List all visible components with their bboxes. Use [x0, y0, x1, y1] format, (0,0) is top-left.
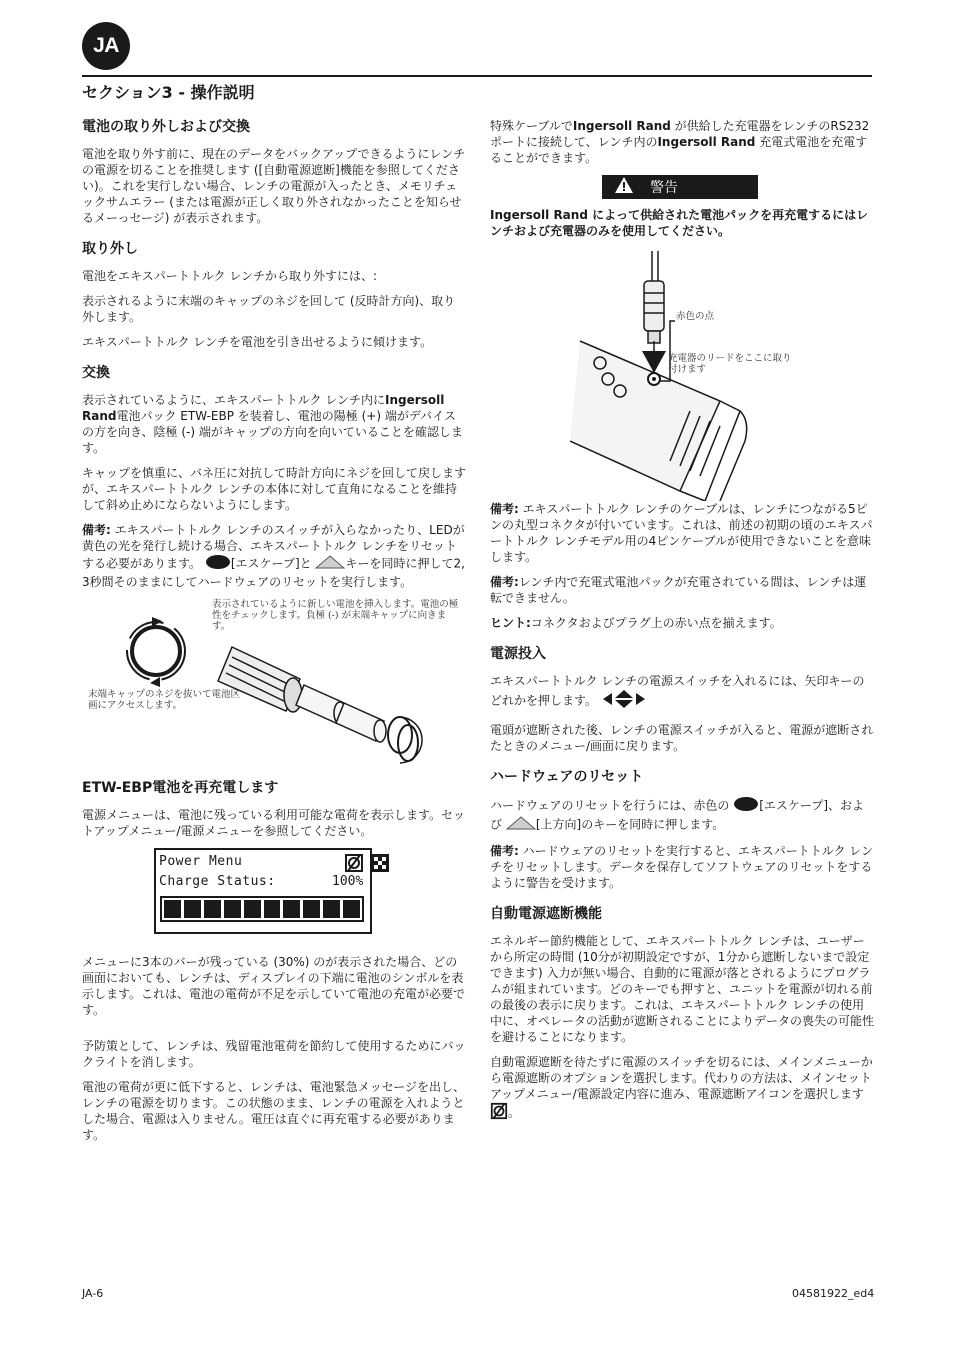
hardware-reset-note: 備考: ハードウェアのリセットを実行すると、エキスパートトルク レンチをリセットします。データを保存してソフトウェアのリセットをするように警告を受けます。 [490, 844, 874, 890]
power-off-icon [344, 853, 364, 877]
power-menu-display [154, 848, 372, 934]
charge-bar [204, 900, 221, 918]
recharge-paragraph-2: メニューに3本のバーが残っている (30%) のが表示された場合、どの画面においても、レンチは、ディスプレイの下端に電池のシンボルを表示します。これは、電池の電荷が不足を示していて電池の充電が必要です。 [82, 955, 466, 1017]
battery-figure-caption-right: 表示されているように新しい電池を挿入します。電池の極性をチェックします。負極 (-) が末端キャップに向きます。 [212, 599, 459, 632]
recharge-paragraph-1: 電源メニューは、電池に残っている利用可能な電荷を表示します。セットアップメニュー/電源メニューを参照してください。 [82, 808, 466, 838]
battery-illustration [82, 599, 466, 769]
checker-icon [370, 853, 390, 877]
charge-bar [323, 900, 340, 918]
charge-bar [283, 900, 300, 918]
section-title: セクション3 - 操作説明 [82, 83, 255, 102]
replace-paragraph-2: キャップを慎重に、バネ圧に対抗して時計方向にネジを回して戻しますが、エキスパートトルク レンチの本体に対して直角になることを維持して斜め止めにならないようにします。 [82, 466, 467, 512]
wrench-handle-drawing [218, 647, 302, 712]
replace-heading: 交換 [82, 365, 110, 381]
connector-hint: ヒント:コネクタおよびプラグ上の赤い点を揃えます。 [490, 616, 782, 630]
removal-paragraph-2: 表示されるように末端のキャップのネジを回して (反時計方向)、取り外します。 [82, 294, 456, 324]
recharge-paragraph-4: 電池の電荷が更に低下すると、レンチは、電池緊急メッセージを出し、レンチの電源を切ります。この状態のまま、レンチの電源を入れようとした場合、電源は入りません。電圧は直ぐに再充電する必要があります。 [82, 1080, 465, 1142]
charge-bar [264, 900, 281, 918]
auto-power-off-paragraph-2: 自動電源遮断を待たずに電源のスイッチを切るには、メインメニューから電源遮断のオプションを選択します。代わりの方法は、メインセットアップメニュー/電源設定内容に進み、電源遮断アイコンを選択します 。 [490, 1054, 874, 1124]
charger-figure [490, 251, 874, 501]
header-rule [82, 75, 872, 77]
charge-bar [164, 900, 181, 918]
lcd-title: Power Menu [159, 854, 243, 869]
warning-text: Ingersoll Rand によって供給された電池パックを再充電するにはレンチおよび充電器のみを使用してください。 [490, 208, 869, 238]
left-column [82, 118, 466, 1152]
battery-heading: 電池の取り外しおよび交換 [82, 119, 250, 135]
rotate-arrow-icon [127, 617, 185, 687]
charge-bars [160, 896, 364, 922]
escape-key-icon [733, 796, 759, 816]
replace-paragraph-1: 表示されているように、エキスパートトルク レンチ内にIngersoll Rand電池パック ETW-EBP を装着し、電池の陽極 (+) 端がデバイスの方を向き、陰極 (-) 端がキャップの方向を向いていることを確認します。 [82, 393, 463, 455]
hardware-reset-heading: ハードウェアのリセット [490, 769, 644, 785]
removal-paragraph-3: エキスパートトルク レンチを電池を引き出せるように傾けます。 [82, 335, 433, 349]
reset-note: 備考: エキスパートトルク レンチのスイッチが入らなかったり、LEDが黄色の光を発行し続ける場合、エキスパートトルク レンチをリセットする必要があります。 [エスケープ]と キーを同時に押して2, 3秒間そのままにしてハードウェアのリセットを実行します。 [82, 523, 465, 589]
power-on-heading: 電源投入 [490, 646, 546, 662]
charger-lead-label: 充電器のリードをここに取り付けます [668, 353, 792, 375]
lcd-charge-value: 100% [332, 874, 364, 889]
removal-heading: 取り外し [82, 241, 138, 257]
page-number: JA-6 [82, 1287, 104, 1300]
charging-paragraph: 特殊ケーブルでIngersoll Rand が供給した充電器をレンチのRS232ポートに接続して、レンチ内のIngersoll Rand 充電式電池を充電することができます。 [490, 119, 870, 165]
charge-bar [184, 900, 201, 918]
arrow-keys-icon [601, 689, 647, 713]
power-on-paragraph-1: エキスパートトルク レンチの電源スイッチを入れるには、矢印キーのどれかを押します。 [490, 673, 874, 713]
warning-label: 警告 [650, 180, 678, 196]
power-on-paragraph-2: 電頭が遮断された後、レンチの電源スイッチが入ると、電源が遮断されたときのメニュー/画面に戻ります。 [490, 723, 874, 753]
charger-illustration [570, 251, 790, 501]
charge-bar [303, 900, 320, 918]
charge-bar [224, 900, 241, 918]
auto-power-off-heading: 自動電源遮断機能 [490, 906, 602, 922]
auto-power-off-paragraph-1: エネルギー節約機能として、エキスパートトルク レンチは、ユーザーから所定の時間 (10分が初期設定ですが、1分から遮断しないまで設定できます) 入力が無い場合、自動的に電源が落とされるようにプログラムが組まれています。どのキーでも押すと、ユニットを電源が切れる前の最後の表示に戻ります。これは、エキスパートトルク レンチの使用中に、オペレータの活動が遮断されることによりデータの喪失の可能性を避けることになります。 [490, 934, 875, 1044]
battery-cells-drawing [296, 685, 386, 742]
battery-figure-caption-left: 末端キャップのネジを抜いて電池区画にアクセスします。 [88, 689, 241, 711]
escape-key-icon [205, 554, 231, 574]
language-badge: JA [82, 22, 130, 70]
battery-figure [82, 599, 466, 769]
recharge-heading: ETW-EBP電池を再充電します [82, 780, 279, 796]
document-id: 04581922_ed4 [792, 1287, 875, 1300]
recharge-paragraph-3: 予防策として、レンチは、残留電池電荷を節約して使用するためにバックライトを消します。 [82, 1039, 466, 1069]
warning-triangle-icon [614, 176, 634, 198]
up-key-icon [506, 816, 536, 834]
hardware-reset-paragraph: ハードウェアのリセットを行うには、赤色の [エスケープ]、および [上方向]のキーを同時に押します。 [490, 796, 874, 834]
lcd-charge-label: Charge Status: [159, 874, 276, 889]
power-off-icon [490, 1102, 508, 1124]
removal-paragraph-1: 電池をエキスパートトルク レンチから取り外すには、: [82, 269, 378, 283]
red-dot-label: 赤色の点 [676, 311, 715, 322]
battery-paragraph: 電池を取り外す前に、現在のデータをバックアップできるようにレンチの電源を切ることを推奨します ([自動電源遮断]機能を参照してください)。これを実行しない場合、レンチの電源が入ったとき、メモリチェックサムエラー (または電源が正しく取り外されなかったことを知らせるメーっセージ) が表示されます。 [82, 147, 466, 225]
cable-note: 備考: エキスパートトルク レンチのケーブルは、レンチにつながる5ピンの丸型コネクタが付いています。これは、前述の初期の頃のエキスパートトルク レンチモデル用の4ピンケーブルが使用できないことを意味します。 [490, 502, 873, 564]
charging-note: 備考:レンチ内で充電式電池パックが充電されている間は、レンチは運転できません。 [490, 575, 867, 605]
warning-banner [602, 175, 758, 199]
charge-bar [343, 900, 360, 918]
end-cap-drawing [388, 717, 422, 763]
right-column [490, 118, 874, 1133]
up-key-icon [315, 555, 345, 573]
charge-bar [244, 900, 261, 918]
